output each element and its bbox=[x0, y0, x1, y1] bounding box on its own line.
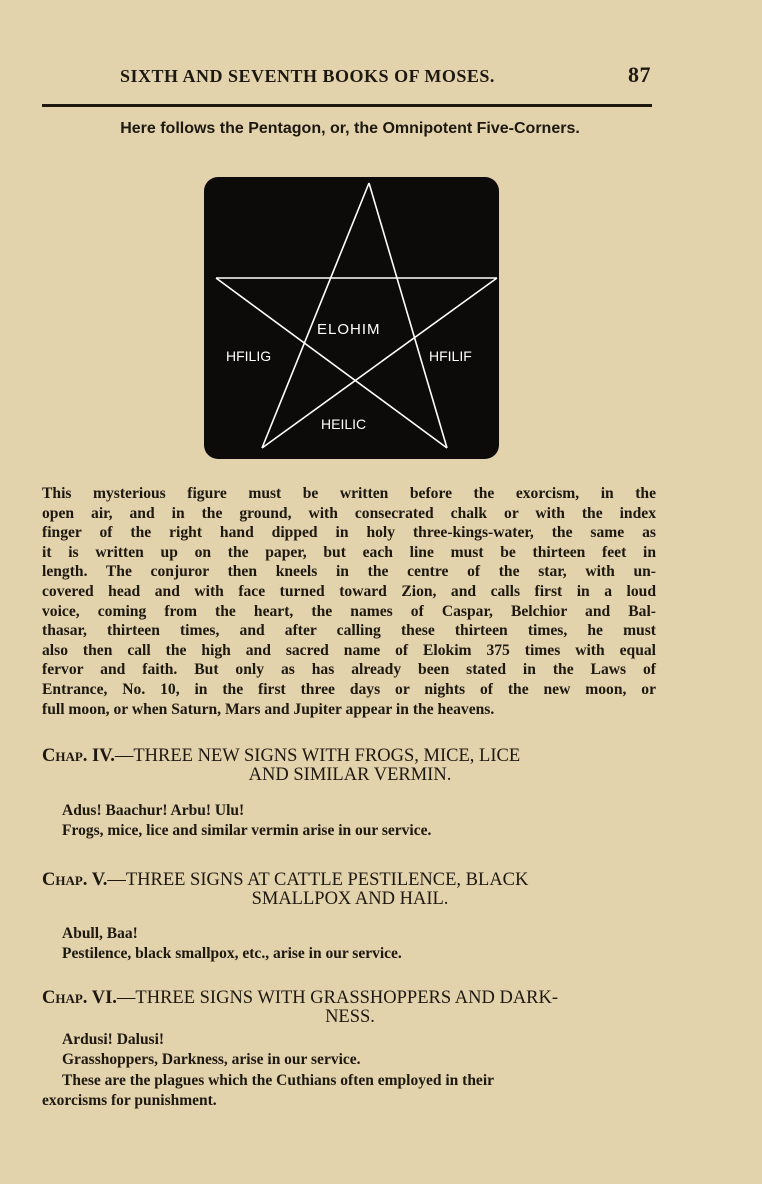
pentagram-label-top: ELOHIM bbox=[317, 321, 381, 338]
header-rule bbox=[42, 104, 652, 107]
chapter-invocation: Abull, Baa! bbox=[62, 925, 138, 942]
chapter-heading bbox=[42, 747, 658, 785]
chapter-title-line2: NESS. bbox=[325, 1007, 375, 1027]
body-line: full moon, or when Saturn, Mars and Jupiter appear in the heavens. bbox=[42, 700, 495, 718]
chapter-note-line2: exorcisms for punishment. bbox=[42, 1092, 217, 1109]
body-line: Entrance, No. 10, in the first three days or nights of the new moon, or bbox=[42, 680, 656, 698]
chapter-command: Pestilence, black smallpox, etc., arise in our service. bbox=[62, 945, 402, 962]
body-line: fervor and faith. But only as has already been stated in the Laws of bbox=[42, 661, 656, 679]
running-title: SIXTH AND SEVENTH BOOKS OF MOSES. bbox=[120, 66, 495, 86]
body-line: This mysterious figure must be written before the exorcism, in the bbox=[42, 485, 656, 502]
body-line: covered head and with face turned toward Zion, and calls first in a loud bbox=[42, 582, 656, 600]
pentagram-figure bbox=[204, 177, 499, 459]
body-line: voice, coming from the heart, the names of Caspar, Belchior and Bal- bbox=[42, 602, 656, 620]
pentagram-label-right: HFILIF bbox=[429, 348, 472, 364]
chapter-heading bbox=[42, 871, 658, 909]
chapter-title-line1: —THREE SIGNS WITH GRASSHOPPERS AND DARK- bbox=[116, 988, 559, 1008]
body-line: it is written up on the paper, but each line must be thirteen feet in bbox=[42, 543, 656, 561]
chapter-command: Frogs, mice, lice and similar vermin arise in our service. bbox=[62, 822, 432, 839]
chapter-label: Chap. V. bbox=[42, 870, 108, 890]
body-line: open air, and in the ground, with consecrated chalk or with the index bbox=[42, 504, 656, 522]
pentagram-label-left: HFILIG bbox=[226, 348, 272, 364]
chapter-title-line1: —THREE SIGNS AT CATTLE PESTILENCE, BLACK bbox=[107, 870, 529, 890]
figure-caption: Here follows the Pentagon, or, the Omnipotent Five-Corners. bbox=[120, 120, 580, 137]
body-line: thasar, thirteen times, and after calling these thirteen times, he must bbox=[42, 622, 656, 640]
body-line: length. The conjuror then kneels in the centre of the star, with un- bbox=[42, 563, 656, 581]
chapter-invocation: Ardusi! Dalusi! bbox=[62, 1031, 165, 1048]
chapter-title-line2: SMALLPOX AND HAIL. bbox=[251, 889, 449, 909]
body-paragraph bbox=[42, 484, 656, 719]
chapter-label: Chap. IV. bbox=[42, 746, 115, 766]
chapter-title-line2: AND SIMILAR VERMIN. bbox=[248, 765, 452, 785]
chapter-note-line1: These are the plagues which the Cuthians often employed in their bbox=[62, 1072, 495, 1089]
chapter-heading bbox=[42, 989, 658, 1027]
body-line: also then call the high and sacred name of Elokim 375 times with equal bbox=[42, 641, 656, 659]
chapter-invocation: Adus! Baachur! Arbu! Ulu! bbox=[62, 802, 245, 819]
pentagram-label-bottom: HEILIC bbox=[321, 416, 367, 432]
page-number: 87 bbox=[628, 62, 651, 87]
body-line: finger of the right hand dipped in holy three-kings-water, the same as bbox=[42, 524, 656, 542]
chapter-title-line1: —THREE NEW SIGNS WITH FROGS, MICE, LICE bbox=[114, 746, 521, 766]
chapter-label: Chap. VI. bbox=[42, 988, 117, 1008]
chapter-command: Grasshoppers, Darkness, arise in our service. bbox=[62, 1051, 361, 1068]
